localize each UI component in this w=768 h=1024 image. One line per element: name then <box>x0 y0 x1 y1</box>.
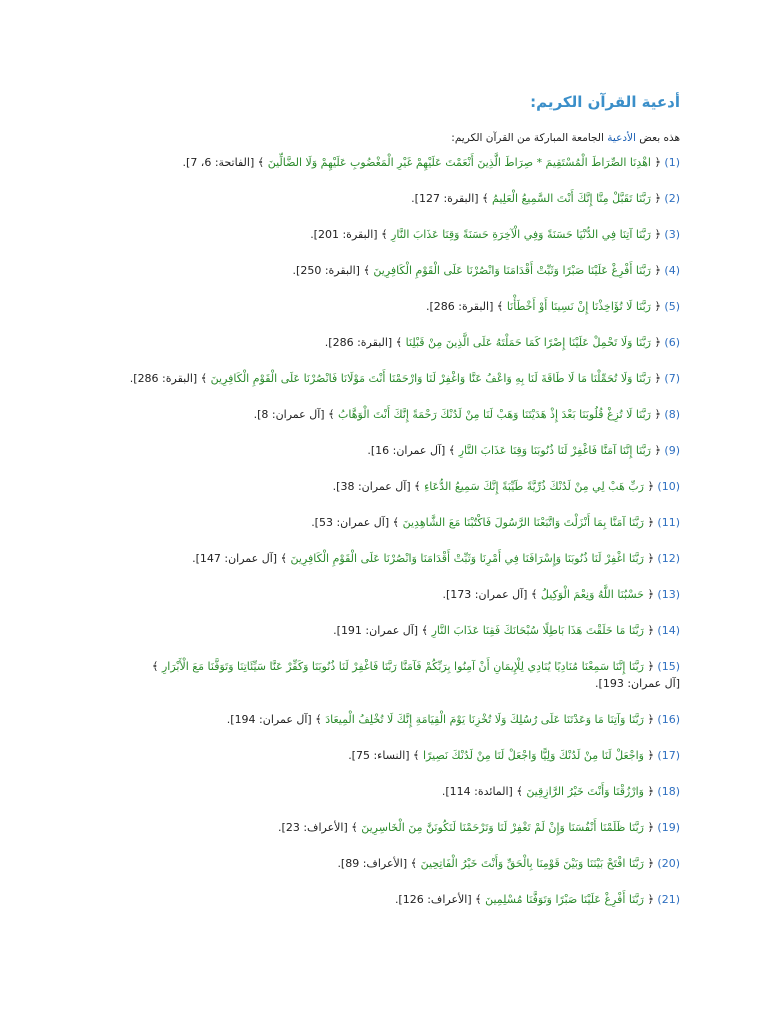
dua-reference: [آل عمران: 53]. <box>311 516 390 529</box>
dua-list <box>129 154 680 908</box>
dua-number: (14) <box>657 624 680 637</box>
dua-number: (7) <box>664 372 680 385</box>
open-bracket: ﴿ <box>654 372 661 385</box>
open-bracket: ﴿ <box>654 408 661 421</box>
dua-reference: [البقرة: 127]. <box>411 192 479 205</box>
open-bracket: ﴿ <box>654 192 661 205</box>
intro-paragraph <box>150 128 680 148</box>
dua-verse: رَبَّنَا وَلَا تَحْمِلْ عَلَيْنَا إِصْرًا كَمَا حَمَلْتَهُ عَلَى الَّذِينَ مِنْ قَبْلِنَا <box>405 336 651 349</box>
open-bracket: ﴿ <box>647 624 654 637</box>
dua-number: (15) <box>657 660 680 673</box>
list-item <box>129 370 680 387</box>
list-item <box>150 550 680 567</box>
close-bracket: ﴾ <box>482 192 489 205</box>
open-bracket: ﴿ <box>654 264 661 277</box>
page-title: أدعية القرآن الكريم: <box>530 93 680 111</box>
close-bracket: ﴾ <box>257 156 265 169</box>
list-item <box>150 711 680 728</box>
dua-verse: رَبَّنَا آتِنَا فِي الدُّنْيَا حَسَنَةً وَفِي الْآخِرَةِ حَسَنَةً وَقِنَا عَذَابَ النَّارِ <box>391 228 651 241</box>
dua-reference: [آل عمران: 8]. <box>253 408 325 421</box>
close-bracket: ﴾ <box>448 444 456 457</box>
list-item <box>150 190 680 207</box>
close-bracket: ﴾ <box>200 372 208 385</box>
open-bracket: ﴿ <box>654 336 661 349</box>
list-item <box>150 226 680 243</box>
dua-verse: وَاجْعَلْ لَنَا مِنْ لَدُنْكَ وَلِيًّا وَاجْعَلْ لَنَا مِنْ لَدُنْكَ نَصِيرًا <box>423 749 644 762</box>
list-item <box>150 478 680 495</box>
close-bracket: ﴾ <box>351 821 358 834</box>
list-item <box>150 622 680 639</box>
article <box>129 90 680 927</box>
dua-reference: [البقرة: 286]. <box>129 372 198 385</box>
dua-number: (17) <box>657 749 680 762</box>
close-bracket: ﴾ <box>413 749 420 762</box>
open-bracket: ﴿ <box>647 785 654 798</box>
dua-reference: [البقرة: 201]. <box>310 228 378 241</box>
dua-verse: رَبِّ هَبْ لِي مِنْ لَدُنْكَ ذُرِّيَّةً طَيِّبَةً إِنَّكَ سَمِيعُ الدُّعَاءِ <box>424 480 644 493</box>
dua-reference: [آل عمران: 38]. <box>332 480 411 493</box>
dua-verse: رَبَّنَا إِنَّنَا سَمِعْنَا مُنَادِيًا يُنَادِي لِلْإِيمَانِ أَنْ آمِنُوا بِرَبِّكُمْ فَآمَنَّا رَبَّنَا فَاغْفِرْ لَنَا ذُنُوبَنَا وَكَفِّرْ عَنَّا سَيِّئَاتِنَا وَتَوَفَّنَا مَعَ الْأَبْرَارِ <box>161 660 644 673</box>
close-bracket: ﴾ <box>381 228 388 241</box>
list-item <box>150 298 680 315</box>
list-item <box>150 747 680 764</box>
dua-verse: وَارْزُقْنَا وَأَنْتَ خَيْرُ الرَّازِقِينَ <box>526 785 644 798</box>
dua-verse: رَبَّنَا لَا تُزِغْ قُلُوبَنَا بَعْدَ إِذْ هَدَيْتَنَا وَهَبْ لَنَا مِنْ لَدُنْكَ رَحْمَةً إِنَّكَ أَنْتَ الْوَهَّابُ <box>338 408 651 421</box>
dua-number: (13) <box>657 588 680 601</box>
dua-number: (5) <box>664 300 680 313</box>
list-item <box>150 855 680 872</box>
close-bracket: ﴾ <box>516 785 523 798</box>
dua-verse: رَبَّنَا اغْفِرْ لَنَا ذُنُوبَنَا وَإِسْرَافَنَا فِي أَمْرِنَا وَثَبِّتْ أَقْدَامَنَا وَانْصُرْنَا عَلَى الْقَوْمِ الْكَافِرِينَ <box>290 552 644 565</box>
dua-number: (21) <box>657 893 680 906</box>
dua-verse: رَبَّنَا وَلَا تُحَمِّلْنَا مَا لَا طَاقَةَ لَنَا بِهِ وَاعْفُ عَنَّا وَاغْفِرْ لَنَا وَارْحَمْنَا أَنْتَ مَوْلَانَا فَانْصُرْنَا عَلَى الْقَوْمِ الْكَافِرِينَ <box>210 372 651 385</box>
open-bracket: ﴿ <box>647 821 654 834</box>
dua-number: (2) <box>664 192 680 205</box>
dua-verse: رَبَّنَا افْتَحْ بَيْنَنَا وَبَيْنَ قَوْمِنَا بِالْحَقِّ وَأَنْتَ خَيْرُ الْفَاتِحِينَ <box>420 857 644 870</box>
open-bracket: ﴿ <box>647 588 654 601</box>
open-bracket: ﴿ <box>654 228 661 241</box>
close-bracket: ﴾ <box>328 408 335 421</box>
open-bracket: ﴿ <box>654 156 661 169</box>
dua-reference: [الأعراف: 126]. <box>394 893 472 906</box>
dua-verse: رَبَّنَا تَقَبَّلْ مِنَّا إِنَّكَ أَنْتَ السَّمِيعُ الْعَلِيمُ <box>492 192 651 205</box>
open-bracket: ﴿ <box>647 660 654 673</box>
dua-number: (10) <box>657 480 680 493</box>
dua-verse: رَبَّنَا أَفْرِغْ عَلَيْنَا صَبْرًا وَتَوَفَّنَا مُسْلِمِينَ <box>485 893 644 906</box>
close-bracket: ﴾ <box>392 516 400 529</box>
dua-reference: [آل عمران: 173]. <box>442 588 528 601</box>
intro-text-before: هذه بعض <box>635 132 680 144</box>
dua-reference: [البقرة: 286]. <box>324 336 393 349</box>
intro-text-after: الجامعة المباركة من القرآن الكريم: <box>451 132 608 144</box>
close-bracket: ﴾ <box>395 336 403 349</box>
open-bracket: ﴿ <box>647 552 654 565</box>
dua-verse: رَبَّنَا مَا خَلَقْتَ هَذَا بَاطِلًا سُبْحَانَكَ فَقِنَا عَذَابَ النَّارِ <box>431 624 644 637</box>
dua-reference: [البقرة: 250]. <box>292 264 360 277</box>
dua-number: (3) <box>664 228 680 241</box>
dua-number: (18) <box>657 785 680 798</box>
dua-reference: [آل عمران: 193]. <box>595 677 680 690</box>
dua-verse: رَبَّنَا آمَنَّا بِمَا أَنْزَلْتَ وَاتَّبَعْنَا الرَّسُولَ فَاكْتُبْنَا مَعَ الشَّاهِدِينَ <box>402 516 644 529</box>
dua-reference: [آل عمران: 191]. <box>333 624 419 637</box>
dua-reference: [آل عمران: 16]. <box>367 444 446 457</box>
dua-number: (16) <box>657 713 680 726</box>
dua-verse: رَبَّنَا أَفْرِغْ عَلَيْنَا صَبْرًا وَثَبِّتْ أَقْدَامَنَا وَانْصُرْنَا عَلَى الْقَوْمِ الْكَافِرِينَ <box>373 264 651 277</box>
close-bracket: ﴾ <box>496 300 504 313</box>
close-bracket: ﴾ <box>530 588 538 601</box>
list-item <box>150 586 680 603</box>
close-bracket: ﴾ <box>475 893 482 906</box>
dua-reference: [آل عمران: 147]. <box>192 552 278 565</box>
close-bracket: ﴾ <box>410 857 418 870</box>
close-bracket: ﴾ <box>363 264 370 277</box>
open-bracket: ﴿ <box>647 516 654 529</box>
list-item <box>150 819 680 836</box>
dua-reference: [المائدة: 114]. <box>441 785 513 798</box>
open-bracket: ﴿ <box>647 480 654 493</box>
list-item <box>150 406 680 423</box>
close-bracket: ﴾ <box>414 480 421 493</box>
dua-number: (9) <box>664 444 680 457</box>
close-bracket: ﴾ <box>315 713 322 726</box>
close-bracket: ﴾ <box>280 552 288 565</box>
dua-reference: [النساء: 75]. <box>348 749 410 762</box>
dua-reference: [الأعراف: 89]. <box>337 857 408 870</box>
open-bracket: ﴿ <box>647 713 654 726</box>
dua-number: (12) <box>657 552 680 565</box>
dua-number: (1) <box>664 156 680 169</box>
dua-verse: رَبَّنَا إِنَّنَا آمَنَّا فَاغْفِرْ لَنَا ذُنُوبَنَا وَقِنَا عَذَابَ النَّارِ <box>458 444 651 457</box>
dua-reference: [الفاتحة: 6، 7]. <box>182 156 255 169</box>
dua-number: (6) <box>664 336 680 349</box>
open-bracket: ﴿ <box>647 857 654 870</box>
dua-number: (19) <box>657 821 680 834</box>
close-bracket: ﴾ <box>152 660 159 673</box>
dua-reference: [الأعراف: 23]. <box>278 821 348 834</box>
open-bracket: ﴿ <box>647 893 654 906</box>
list-item <box>150 783 680 800</box>
dua-verse: رَبَّنَا لَا تُؤَاخِذْنَا إِنْ نَسِينَا أَوْ أَخْطَأْنَا <box>506 300 651 313</box>
dua-reference: [البقرة: 286]. <box>425 300 494 313</box>
dua-verse: رَبَّنَا وَآتِنَا مَا وَعَدْتَنَا عَلَى رُسُلِكَ وَلَا تُخْزِنَا يَوْمَ الْقِيَامَةِ إِنَّكَ لَا تُخْلِفُ الْمِيعَادَ <box>325 713 644 726</box>
dua-number: (11) <box>657 516 680 529</box>
list-item <box>150 891 680 908</box>
list-item <box>150 334 680 351</box>
close-bracket: ﴾ <box>421 624 429 637</box>
dua-reference: [آل عمران: 194]. <box>226 713 312 726</box>
open-bracket: ﴿ <box>647 749 654 762</box>
duas-link[interactable]: الأدعية <box>607 132 636 144</box>
list-item <box>150 262 680 279</box>
list-item <box>150 442 680 459</box>
dua-number: (8) <box>664 408 680 421</box>
list-item <box>150 514 680 531</box>
list-item <box>150 154 680 171</box>
dua-number: (20) <box>657 857 680 870</box>
dua-verse: رَبَّنَا ظَلَمْنَا أَنْفُسَنَا وَإِنْ لَمْ تَغْفِرْ لَنَا وَتَرْحَمْنَا لَنَكُونَنَّ مِنَ الْخَاسِرِينَ <box>361 821 644 834</box>
dua-verse: اهْدِنَا الصِّرَاطَ الْمُسْتَقِيمَ * صِرَاطَ الَّذِينَ أَنْعَمْتَ عَلَيْهِمْ غَيْرِ الْمَغْضُوبِ عَلَيْهِمْ وَلَا الضَّالِّينَ <box>267 156 651 169</box>
dua-verse: حَسْبُنَا اللَّهُ وَنِعْمَ الْوَكِيلُ <box>540 588 644 601</box>
dua-number: (4) <box>664 264 680 277</box>
list-item <box>150 658 680 692</box>
open-bracket: ﴿ <box>654 300 661 313</box>
open-bracket: ﴿ <box>654 444 661 457</box>
